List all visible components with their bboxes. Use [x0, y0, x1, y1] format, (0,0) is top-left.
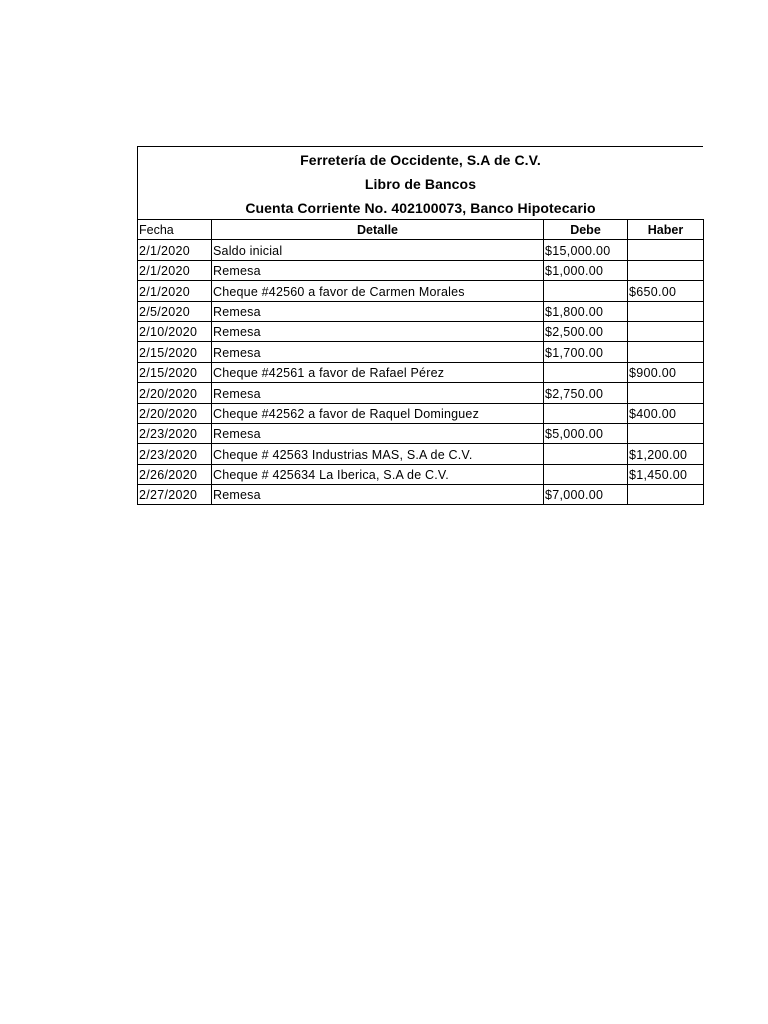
book-title: Libro de Bancos — [364, 176, 477, 192]
cell-debe — [544, 464, 628, 484]
cell-fecha: 2/15/2020 — [138, 342, 212, 362]
cell-haber: $650.00 — [628, 281, 704, 301]
cell-haber: $1,450.00 — [628, 464, 704, 484]
cell-debe — [544, 281, 628, 301]
cell-detalle: Cheque #42560 a favor de Carmen Morales — [212, 281, 544, 301]
cell-detalle: Remesa — [212, 485, 544, 505]
cell-debe — [544, 444, 628, 464]
cell-detalle: Remesa — [212, 301, 544, 321]
table-row — [138, 485, 704, 505]
cell-haber — [628, 485, 704, 505]
cell-fecha: 2/23/2020 — [138, 423, 212, 443]
cell-debe: $2,500.00 — [544, 321, 628, 341]
table-row — [138, 423, 704, 443]
table-row — [138, 464, 704, 484]
cell-fecha: 2/27/2020 — [138, 485, 212, 505]
table-row — [138, 260, 704, 280]
cell-haber — [628, 321, 704, 341]
cell-fecha: 2/20/2020 — [138, 403, 212, 423]
cell-fecha: 2/23/2020 — [138, 444, 212, 464]
cell-debe: $2,750.00 — [544, 383, 628, 403]
cell-detalle: Saldo inicial — [212, 240, 544, 260]
table-row — [138, 240, 704, 260]
cell-debe — [544, 403, 628, 423]
cell-debe: $1,800.00 — [544, 301, 628, 321]
column-header-debe: Debe — [544, 220, 628, 240]
cell-fecha: 2/1/2020 — [138, 240, 212, 260]
cell-haber — [628, 301, 704, 321]
cell-detalle: Remesa — [212, 260, 544, 280]
cell-fecha: 2/20/2020 — [138, 383, 212, 403]
account-title: Cuenta Corriente No. 402100073, Banco Hipotecario — [245, 200, 596, 216]
cell-detalle: Cheque # 425634 La Iberica, S.A de C.V. — [212, 464, 544, 484]
company-name: Ferretería de Occidente, S.A de C.V. — [300, 152, 541, 168]
cell-fecha: 2/1/2020 — [138, 260, 212, 280]
cell-detalle: Cheque #42562 a favor de Raquel Dominguez — [212, 403, 544, 423]
cell-detalle: Remesa — [212, 321, 544, 341]
cell-fecha: 2/10/2020 — [138, 321, 212, 341]
cell-fecha: 2/26/2020 — [138, 464, 212, 484]
column-header-detalle: Detalle — [212, 220, 544, 240]
cell-detalle: Remesa — [212, 423, 544, 443]
table-header-row — [138, 220, 704, 240]
column-header-haber: Haber — [628, 220, 704, 240]
cell-debe: $5,000.00 — [544, 423, 628, 443]
cell-debe: $1,700.00 — [544, 342, 628, 362]
column-header-fecha: Fecha — [138, 220, 212, 240]
table-row — [138, 301, 704, 321]
ledger-header — [137, 146, 703, 219]
cell-debe: $7,000.00 — [544, 485, 628, 505]
table-row — [138, 321, 704, 341]
cell-fecha: 2/5/2020 — [138, 301, 212, 321]
cell-debe: $15,000.00 — [544, 240, 628, 260]
cell-fecha: 2/1/2020 — [138, 281, 212, 301]
cell-haber — [628, 260, 704, 280]
table-row — [138, 362, 704, 382]
table-row — [138, 342, 704, 362]
cell-debe — [544, 362, 628, 382]
cell-haber — [628, 342, 704, 362]
bank-ledger-sheet — [137, 146, 703, 505]
cell-haber — [628, 423, 704, 443]
cell-haber: $900.00 — [628, 362, 704, 382]
cell-detalle: Remesa — [212, 383, 544, 403]
cell-haber: $1,200.00 — [628, 444, 704, 464]
cell-debe: $1,000.00 — [544, 260, 628, 280]
cell-detalle: Remesa — [212, 342, 544, 362]
table-row — [138, 444, 704, 464]
cell-haber — [628, 383, 704, 403]
cell-haber: $400.00 — [628, 403, 704, 423]
table-row — [138, 281, 704, 301]
cell-detalle: Cheque # 42563 Industrias MAS, S.A de C.V. — [212, 444, 544, 464]
table-row — [138, 383, 704, 403]
table-row — [138, 403, 704, 423]
cell-haber — [628, 240, 704, 260]
cell-fecha: 2/15/2020 — [138, 362, 212, 382]
cell-detalle: Cheque #42561 a favor de Rafael Pérez — [212, 362, 544, 382]
ledger-table — [137, 219, 704, 505]
